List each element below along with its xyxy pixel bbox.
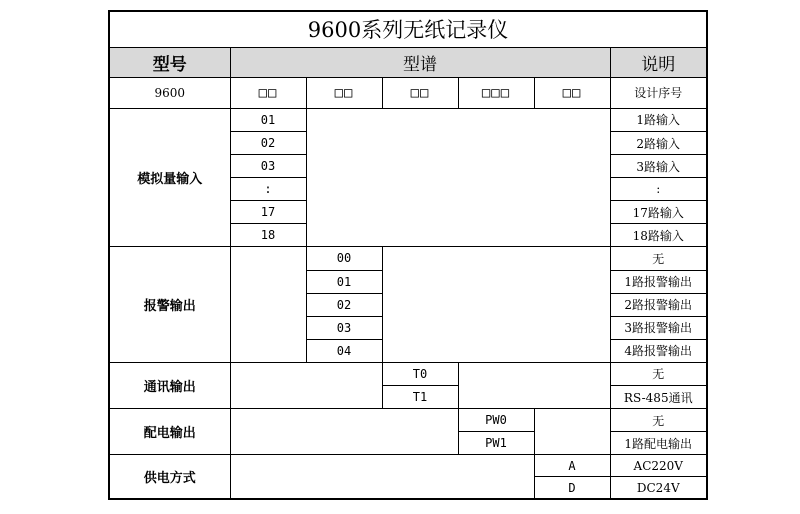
desc-cell: 无 (610, 247, 707, 270)
model-description: 设计序号 (610, 77, 707, 108)
desc-cell: DC24V (610, 477, 707, 499)
code-cell: D (534, 477, 610, 499)
desc-cell: 3路输入 (610, 155, 707, 178)
code-cell: PW1 (458, 432, 534, 455)
group-power-dist-output: 配电输出 (109, 409, 230, 455)
blank-area (306, 108, 610, 247)
code-cell: T0 (382, 362, 458, 385)
desc-cell: 无 (610, 362, 707, 385)
table-title: 9600系列无纸记录仪 (109, 11, 707, 47)
code-cell: : (230, 178, 306, 201)
code-cell: 17 (230, 201, 306, 224)
slot-analog: □□ (230, 77, 306, 108)
desc-cell: 2路输入 (610, 131, 707, 154)
desc-cell: : (610, 178, 707, 201)
desc-cell: 2路报警输出 (610, 293, 707, 316)
blank-area (230, 362, 382, 408)
header-model: 型号 (109, 47, 230, 77)
code-cell: 02 (230, 131, 306, 154)
code-cell: 00 (306, 247, 382, 270)
desc-cell: 4路报警输出 (610, 339, 707, 362)
slot-power-supply: □□ (534, 77, 610, 108)
desc-cell: 1路配电输出 (610, 432, 707, 455)
desc-cell: 1路输入 (610, 108, 707, 131)
desc-cell: 1路报警输出 (610, 270, 707, 293)
slot-comm: □□ (382, 77, 458, 108)
model-value: 9600 (109, 77, 230, 108)
desc-cell: 17路输入 (610, 201, 707, 224)
desc-cell: 3路报警输出 (610, 316, 707, 339)
code-cell: 18 (230, 224, 306, 247)
slot-power-dist: □□□ (458, 77, 534, 108)
code-cell: T1 (382, 386, 458, 409)
group-comm-output: 通讯输出 (109, 362, 230, 408)
blank-area (230, 409, 458, 455)
blank-area (230, 455, 534, 499)
group-power-supply: 供电方式 (109, 455, 230, 499)
desc-cell: RS-485通讯 (610, 386, 707, 409)
header-spectrum: 型谱 (230, 47, 610, 77)
code-cell: 03 (230, 155, 306, 178)
code-cell: PW0 (458, 409, 534, 432)
blank-area (458, 362, 610, 408)
header-description: 说明 (610, 47, 707, 77)
code-cell: 01 (306, 270, 382, 293)
desc-cell: 无 (610, 409, 707, 432)
group-alarm-output: 报警输出 (109, 247, 230, 362)
code-cell: 01 (230, 108, 306, 131)
blank-area (230, 247, 306, 362)
blank-area (534, 409, 610, 455)
code-cell: 02 (306, 293, 382, 316)
spec-table (108, 10, 708, 500)
code-cell: A (534, 455, 610, 477)
desc-cell: AC220V (610, 455, 707, 477)
group-analog-input: 模拟量输入 (109, 108, 230, 247)
desc-cell: 18路输入 (610, 224, 707, 247)
slot-alarm: □□ (306, 77, 382, 108)
code-cell: 03 (306, 316, 382, 339)
code-cell: 04 (306, 339, 382, 362)
blank-area (382, 247, 610, 362)
